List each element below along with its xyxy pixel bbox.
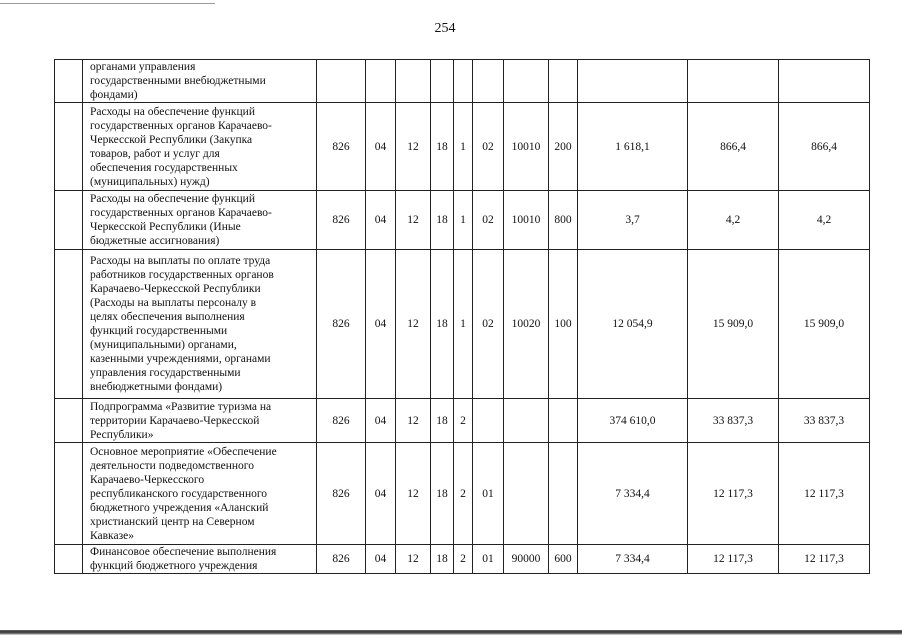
main-activity-cell: 02 xyxy=(473,191,504,250)
amount-year2-cell: 33 837,3 xyxy=(688,399,779,443)
amount-year2-cell: 4,2 xyxy=(688,191,779,250)
admin-code-cell: 826 xyxy=(317,191,366,250)
direction-code-cell: 10020 xyxy=(504,250,549,399)
amount-year3-cell: 12 117,3 xyxy=(779,443,870,545)
row-number-cell xyxy=(55,60,83,103)
section-cell: 04 xyxy=(366,443,396,545)
amount-year2-cell: 12 117,3 xyxy=(688,443,779,545)
amount-year3-cell: 33 837,3 xyxy=(779,399,870,443)
budget-table xyxy=(54,59,870,574)
scan-edge-top xyxy=(0,3,215,4)
main-activity-cell: 01 xyxy=(473,545,504,574)
table-row xyxy=(55,545,870,574)
subprogram-cell: 2 xyxy=(454,443,473,545)
subprogram-cell: 1 xyxy=(454,191,473,250)
amount-year1-cell: 1 618,1 xyxy=(578,103,688,191)
subprogram-cell: 1 xyxy=(454,250,473,399)
section-cell: 04 xyxy=(366,399,396,443)
amount-year3-cell: 4,2 xyxy=(779,191,870,250)
section-cell: 04 xyxy=(366,545,396,574)
amount-year3-cell: 866,4 xyxy=(779,103,870,191)
amount-year2-cell xyxy=(688,60,779,103)
subsection-cell: 12 xyxy=(396,443,431,545)
item-name-cell: Расходы на выплаты по оплате труда работников государственных органов Карачаево-Черкесской Республики (Расходы на выплаты персоналу в целях обеспечения выполнения функций государственными (муниципальными) органами, казенными учреждениями, органами управления государственными внебюджетными фондами) xyxy=(83,250,317,399)
amount-year2-cell: 15 909,0 xyxy=(688,250,779,399)
section-cell xyxy=(366,60,396,103)
scan-edge-bottom xyxy=(0,630,902,635)
main-activity-cell xyxy=(473,399,504,443)
expense-type-cell xyxy=(549,399,578,443)
item-name-cell: органами управления государственными внебюджетными фондами) xyxy=(83,60,317,103)
row-number-cell xyxy=(55,443,83,545)
amount-year1-cell: 12 054,9 xyxy=(578,250,688,399)
amount-year1-cell: 7 334,4 xyxy=(578,545,688,574)
admin-code-cell: 826 xyxy=(317,443,366,545)
direction-code-cell xyxy=(504,443,549,545)
program-cell: 18 xyxy=(431,545,454,574)
expense-type-cell: 100 xyxy=(549,250,578,399)
amount-year3-cell: 12 117,3 xyxy=(779,545,870,574)
section-cell: 04 xyxy=(366,250,396,399)
item-name-cell: Подпрограмма «Развитие туризма на территории Карачаево-Черкесской Республики» xyxy=(83,399,317,443)
admin-code-cell: 826 xyxy=(317,103,366,191)
amount-year3-cell xyxy=(779,60,870,103)
amount-year1-cell: 374 610,0 xyxy=(578,399,688,443)
item-name-cell: Расходы на обеспечение функций государственных органов Карачаево- Черкесской Республики (Закупка товаров, работ и услуг для обеспечения государственных (муниципальных) нужд) xyxy=(83,103,317,191)
subprogram-cell: 1 xyxy=(454,103,473,191)
program-cell: 18 xyxy=(431,250,454,399)
subprogram-cell: 2 xyxy=(454,545,473,574)
section-cell: 04 xyxy=(366,103,396,191)
row-number-cell xyxy=(55,191,83,250)
expense-type-cell xyxy=(549,443,578,545)
admin-code-cell xyxy=(317,60,366,103)
table-row xyxy=(55,60,870,103)
table-row xyxy=(55,191,870,250)
row-number-cell xyxy=(55,250,83,399)
admin-code-cell: 826 xyxy=(317,250,366,399)
page-number: 254 xyxy=(434,21,456,36)
item-name-cell: Основное мероприятие «Обеспечение деятельности подведомственного Карачаево-Черкесского республиканского государственного бюджетного учреждения «Аланский христианский центр на Северном Кавказе» xyxy=(83,443,317,545)
expense-type-cell: 200 xyxy=(549,103,578,191)
subsection-cell: 12 xyxy=(396,250,431,399)
item-name-cell: Расходы на обеспечение функций государственных органов Карачаево- Черкесской Республики (Иные бюджетные ассигнования) xyxy=(83,191,317,250)
subsection-cell: 12 xyxy=(396,399,431,443)
table-row xyxy=(55,443,870,545)
main-activity-cell xyxy=(473,60,504,103)
subsection-cell xyxy=(396,60,431,103)
program-cell: 18 xyxy=(431,399,454,443)
expense-type-cell: 600 xyxy=(549,545,578,574)
expense-type-cell xyxy=(549,60,578,103)
table-row xyxy=(55,250,870,399)
section-cell: 04 xyxy=(366,191,396,250)
direction-code-cell: 10010 xyxy=(504,103,549,191)
subsection-cell: 12 xyxy=(396,545,431,574)
row-number-cell xyxy=(55,545,83,574)
main-activity-cell: 01 xyxy=(473,443,504,545)
amount-year2-cell: 12 117,3 xyxy=(688,545,779,574)
amount-year1-cell: 3,7 xyxy=(578,191,688,250)
direction-code-cell: 90000 xyxy=(504,545,549,574)
direction-code-cell xyxy=(504,60,549,103)
row-number-cell xyxy=(55,399,83,443)
subprogram-cell xyxy=(454,60,473,103)
main-activity-cell: 02 xyxy=(473,103,504,191)
table-row xyxy=(55,399,870,443)
amount-year1-cell: 7 334,4 xyxy=(578,443,688,545)
main-activity-cell: 02 xyxy=(473,250,504,399)
subsection-cell: 12 xyxy=(396,191,431,250)
amount-year1-cell xyxy=(578,60,688,103)
subprogram-cell: 2 xyxy=(454,399,473,443)
admin-code-cell: 826 xyxy=(317,545,366,574)
direction-code-cell: 10010 xyxy=(504,191,549,250)
amount-year3-cell: 15 909,0 xyxy=(779,250,870,399)
direction-code-cell xyxy=(504,399,549,443)
program-cell: 18 xyxy=(431,443,454,545)
table-row xyxy=(55,103,870,191)
program-cell xyxy=(431,60,454,103)
expense-type-cell: 800 xyxy=(549,191,578,250)
admin-code-cell: 826 xyxy=(317,399,366,443)
program-cell: 18 xyxy=(431,103,454,191)
program-cell: 18 xyxy=(431,191,454,250)
subsection-cell: 12 xyxy=(396,103,431,191)
item-name-cell: Финансовое обеспечение выполнения функций бюджетного учреждения xyxy=(83,545,317,574)
amount-year2-cell: 866,4 xyxy=(688,103,779,191)
row-number-cell xyxy=(55,103,83,191)
